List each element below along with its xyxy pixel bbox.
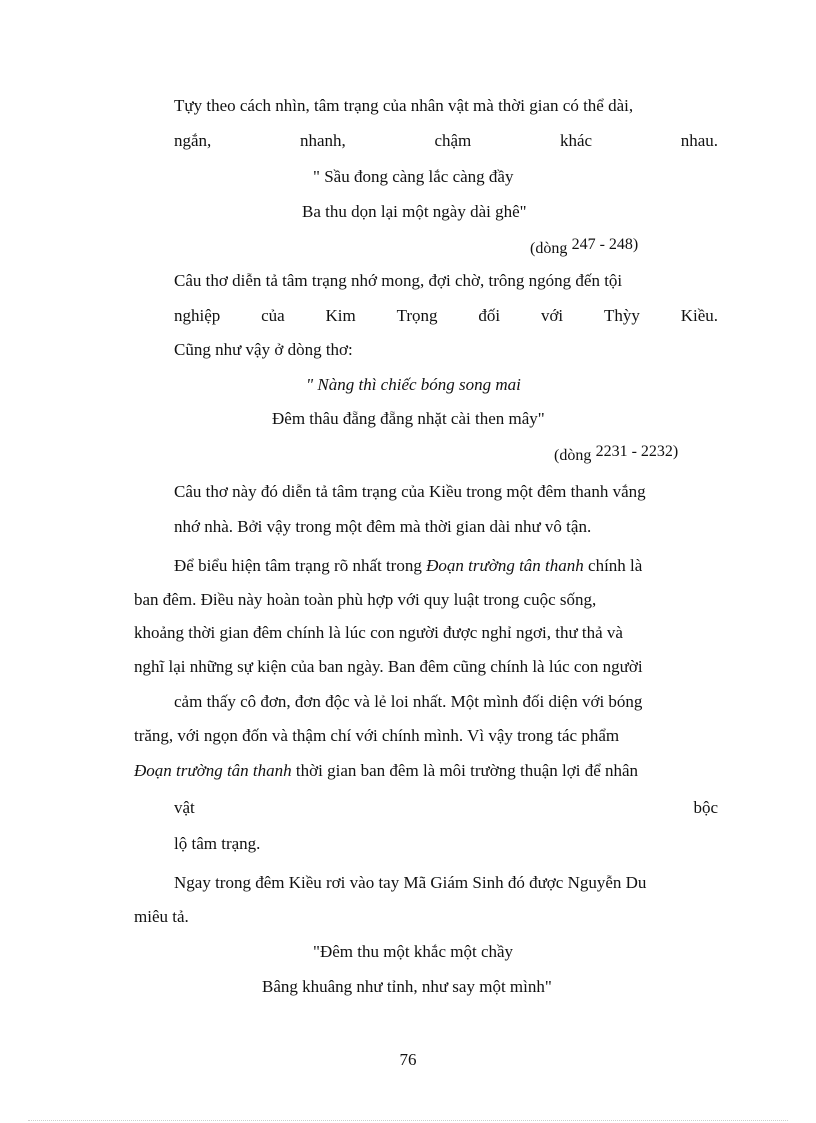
paragraph-4-line-4: nghĩ lại những sự kiện của ban ngày. Ban đêm cũng chính là lúc con người xyxy=(134,657,643,676)
word: Kiều. xyxy=(680,306,718,325)
word: nghiệp xyxy=(174,306,221,325)
book-title: Đoạn trường tân thanh xyxy=(134,761,292,780)
text-segment: Để biểu hiện tâm trạng rõ nhất trong xyxy=(174,556,427,575)
paragraph-4-line-1 xyxy=(174,555,642,577)
page-number: 76 xyxy=(399,1050,417,1069)
paragraph-4-line-5: cảm thấy cô đơn, đơn độc và lẻ loi nhất. Một mình đối diện với bóng xyxy=(174,692,643,711)
word: khác xyxy=(559,131,593,150)
book-title: Đoạn trường tân thanh xyxy=(426,556,584,575)
word: ngắn, xyxy=(174,131,212,150)
word: nhanh, xyxy=(299,131,346,150)
word: Trọng xyxy=(396,306,438,325)
verse-3-line-1: "Đêm thu một khắc một chầy xyxy=(313,942,514,961)
reference-word: (dòng xyxy=(530,240,568,257)
word: chậm xyxy=(434,131,472,150)
paragraph-2-line-2 xyxy=(174,305,718,327)
paragraph-3-line-1: Câu thơ này đó diễn tả tâm trạng của Kiều trong một đêm thanh vắng xyxy=(174,482,646,501)
reference-word: (dòng xyxy=(554,447,592,464)
verse-2-line-1: " Nàng thì chiếc bóng song mai xyxy=(306,375,521,394)
paragraph-4-line-3: khoảng thời gian đêm chính là lúc con người được nghỉ ngơi, thư thả và xyxy=(134,623,623,642)
paragraph-4-line-6: trăng, với ngọn đốn và thậm chí với chính mình. Vì vậy trong tác phẩm xyxy=(134,726,620,745)
verse-2-reference xyxy=(554,444,678,467)
paragraph-1-line-1: Tựy theo cách nhìn, tâm trạng của nhân vật mà thời gian có thể dài, xyxy=(174,96,634,115)
word: bộc xyxy=(693,798,718,817)
paragraph-3-line-2: nhớ nhà. Bởi vậy trong một đêm mà thời gian dài như vô tận. xyxy=(174,517,592,536)
word: Thỳy xyxy=(603,306,640,325)
paragraph-2-line-3: Cũng như vậy ở dòng thơ: xyxy=(174,340,353,359)
paragraph-4-line-7 xyxy=(134,760,638,782)
page-bottom-rule xyxy=(28,1120,788,1121)
word: nhau. xyxy=(680,131,718,150)
paragraph-2-line-1: Câu thơ diễn tả tâm trạng nhớ mong, đợi chờ, trông ngóng đến tội xyxy=(174,271,623,290)
word: với xyxy=(540,306,564,325)
word: vật xyxy=(174,798,195,817)
word: Kim xyxy=(325,306,356,325)
verse-1-line-1: " Sầu đong càng lắc càng đầy xyxy=(313,167,514,186)
reference-lines: 247 - 248) xyxy=(571,236,639,253)
paragraph-4-line-8 xyxy=(174,797,718,819)
verse-1-reference xyxy=(530,237,638,260)
text-segment: chính là xyxy=(583,556,643,575)
paragraph-5-line-2: miêu tả. xyxy=(134,907,189,926)
word: của xyxy=(261,306,285,325)
reference-lines: 2231 - 2232) xyxy=(595,443,679,460)
text-segment: thời gian ban đêm là môi trường thuận lợi để nhân xyxy=(291,761,639,780)
paragraph-5-line-1: Ngay trong đêm Kiều rơi vào tay Mã Giám Sinh đó được Nguyễn Du xyxy=(174,873,647,892)
verse-1-line-2: Ba thu dọn lại một ngày dài ghê" xyxy=(302,202,527,221)
word: đối xyxy=(478,306,501,325)
paragraph-4-line-9: lộ tâm trạng. xyxy=(174,834,261,853)
paragraph-1-line-2 xyxy=(174,130,718,152)
verse-3-line-2: Bâng khuâng như tỉnh, như say một mình" xyxy=(262,977,552,996)
paragraph-4-line-2: ban đêm. Điều này hoàn toàn phù hợp với quy luật trong cuộc sống, xyxy=(134,590,597,609)
verse-2-line-2: Đêm thâu đẵng đẵng nhặt cài then mây" xyxy=(272,409,545,428)
